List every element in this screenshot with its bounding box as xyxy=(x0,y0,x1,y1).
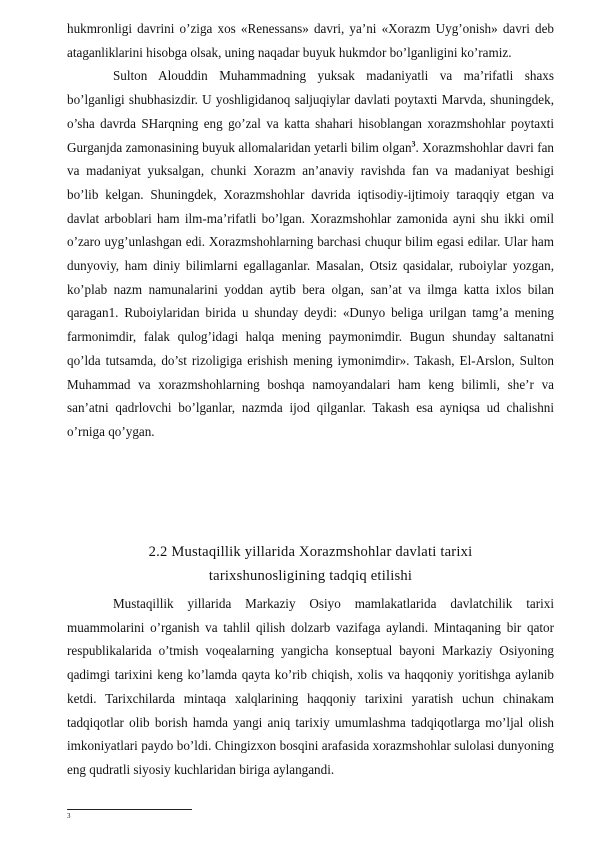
body-text-bottom xyxy=(67,592,554,782)
paragraph-text-b: . Xorazmshohlar davri fan va madaniyat yuksalgan, chunki Xorazm an’anaviy ravishda fan va madaniyat beshigi bo’lib kelgan. Shuningdek, Xorazmshohlar davrida iqtisodiy-ijtimoiy taraqqiy etgan va davlat arboblari ham ilm-ma’rifatli bo’lgan. Xorazmshohlar zamonida ayni shu ikki omil o’zaro uyg’unlashgan edi. Xorazmshohlarning barchasi chuqur bilim egasi edilar. Ular ham dunyoviy, ham diniy bilimlarni egallaganlar. Masalan, Otsiz qasidalar, ruboiylar yozgan, ko’plab nazm namunalarini yoddan aytib bera olgan, san’at va ilmga katta ixlos bilan qaragan1. Ruboiylaridan birida u shunday deydi: «Dunyo beliga urilgan tamg’a mening farmonimdir, falak qulog’idagi halqa mening paymonimdir. Bugun shunday saltanatni qo’lda tutsamda, do’st rizoligiga erishish mening iymonimdir». Takash, El-Arslon, Sulton Muhammad va xorazmshohlarning boshqa namoyandalari ham keng bilimli, she’r va san’atni qadrlovchi bo’lganlar, nazmda ijod qilganlar. Takash esa ayniqsa ud chalishni o’rniga qo’ygan. xyxy=(67,139,554,439)
paragraph-continuation: hukmronligi davrini o’ziga xos «Renessans» davri, ya’ni «Xorazm Uyg’onish» davri deb ataganliklarini hisobga olsak, uning naqadar buyuk hukmdor bo’lganligini ko’ramiz. xyxy=(67,21,554,60)
paragraph-sulton-alouddin xyxy=(67,64,554,443)
footnote-separator xyxy=(67,809,192,810)
heading-line-1: 2.2 Mustaqillik yillarida Xorazmshohlar davlati tarixi xyxy=(148,544,473,560)
body-text-top xyxy=(67,17,554,444)
section-heading xyxy=(67,541,554,588)
footnote-reference: 3 xyxy=(411,139,416,149)
paragraph-text-a: Sulton Alouddin Muhammadning yuksak madaniyatli va ma’rifatli shaxs bo’lganligi shubhasizdir. U yoshligidanoq saljuqiylar davlati poytaxti Marvda, shuningdek, o’sha davrda SHarqning eng go’zal va katta shahari hisoblangan xorazmshohlar poytaxti Gurganjda zamonasining buyuk allomalaridan yetarli bilim olgan xyxy=(67,68,554,155)
paragraph-mustaqillik: Mustaqillik yillarida Markaziy Osiyo mamlakatlarida davlatchilik tarixi muammolarini o’rganish va tahlil qilish dolzarb vazifaga aylandi. Mintaqaning bir qator respublikalarida o’tmish voqealarning yangicha konseptual bayoni Markaziy Osiyoning qadimgi tarixini keng ko’lamda qayta ko’rib chiqish, xolis va haqqoniy yoritishga aylanib ketdi. Tarixchilarda mintaqa xalqlarining haqqoniy tarixini yaratish uchun chinakam tadqiqotlar olib borish hamda yangi aniq tarixiy umumlashma tadqiqotlarga mo’ljal olish imkoniyatlari paydo bo’ldi. Chingizxon bosqini arafasida xorazmshohlar sulolasi dunyoning eng qudratli siyosiy kuchlaridan biriga aylangandi. xyxy=(67,596,554,777)
footnote-mark: 3 xyxy=(67,812,71,820)
heading-line-2: tarixshunosligining tadqiq etilishi xyxy=(208,567,413,584)
